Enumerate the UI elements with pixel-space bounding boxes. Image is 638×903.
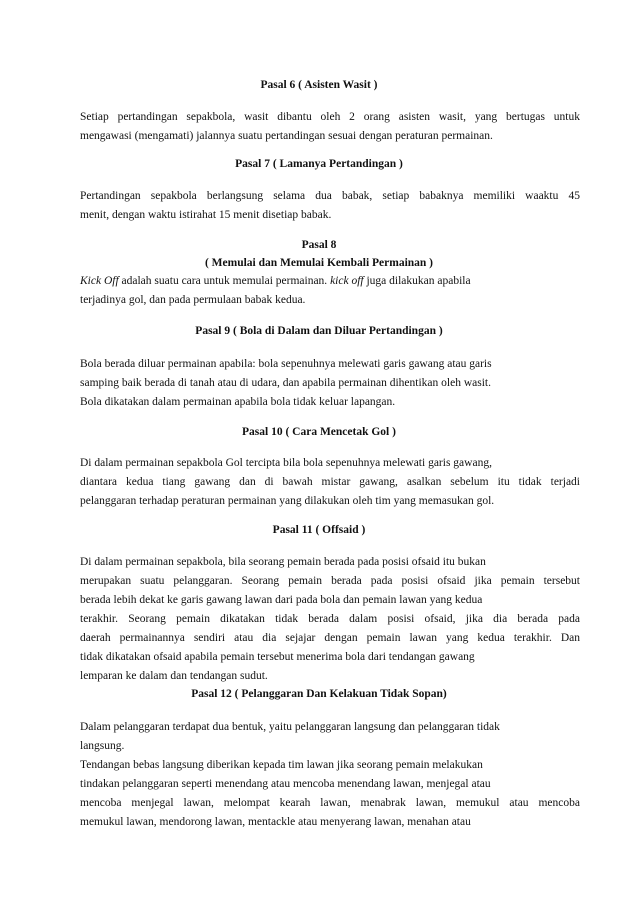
section-title-pasal-8: Pasal 8 (301, 239, 337, 251)
text-fragment: juga dilakukan apabila (363, 275, 471, 287)
section-title-pasal-11: Pasal 11 ( Offsaid ) (272, 524, 366, 536)
text-fragment: adalah suatu cara untuk memulai permainan. (118, 275, 331, 287)
text-line: langsung. (80, 740, 125, 752)
text-line: Dalam pelanggaran terdapat dua bentuk, yaitu pelanggaran langsung dan pelanggaran tidak (80, 721, 500, 733)
section-title-pasal-12: Pasal 12 ( Pelanggaran Dan Kelakuan Tidak Sopan) (191, 688, 447, 700)
section-title-pasal-6: Pasal 6 ( Asisten Wasit ) (260, 79, 378, 91)
text-line: terjadinya gol, dan pada permulaan babak kedua. (80, 294, 306, 306)
text-line: daerah permainannya sendiri atau dia sejajar dengan pemain lawan yang kedua terakhir. Dan (80, 632, 580, 644)
section-body-pasal-8 (80, 272, 580, 310)
text-line: berada lebih dekat ke garis gawang lawan dari pada bola dan pemain lawan yang kedua (80, 594, 483, 606)
text-line: mengawasi (mengamati) jalannya suatu pertandingan sesuai dengan peraturan permainan. (80, 130, 493, 142)
text-line: Pertandingan sepakbola berlangsung selama dua babak, setiap babaknya memiliki waaktu 45 (80, 190, 580, 202)
section-body-pasal-10 (80, 454, 580, 511)
text-line: diantara kedua tiang gawang dan di bawah mistar gawang, asalkan sebelum itu tidak terjadi (80, 476, 580, 488)
section-body-pasal-12 (80, 718, 580, 832)
section-body-pasal-11 (80, 553, 580, 686)
text-line: samping baik berada di tanah atau di udara, dan apabila permainan dihentikan oleh wasit. (80, 377, 491, 389)
text-line (80, 272, 580, 291)
section-title-pasal-10: Pasal 10 ( Cara Mencetak Gol ) (242, 426, 396, 438)
text-line: memukul lawan, mendorong lawan, mentackle atau menyerang lawan, menahan atau (80, 816, 471, 828)
text-line: Di dalam permainan sepakbola Gol tercipta bila bola sepenuhnya melewati garis gawang, (80, 457, 492, 469)
section-title-pasal-9: Pasal 9 ( Bola di Dalam dan Diluar Pertandingan ) (195, 325, 443, 337)
text-line: terakhir. Seorang pemain dikatakan tidak berada dalam posisi ofsaid, jika dia berada pada (80, 613, 580, 625)
text-line: merupakan suatu pelanggaran. Seorang pemain berada pada posisi ofsaid jika pemain tersebut (80, 575, 580, 587)
text-line: Tendangan bebas langsung diberikan kepada tim lawan jika seorang pemain melakukan (80, 759, 483, 771)
section-body-pasal-6 (80, 108, 580, 146)
section-body-pasal-9 (80, 355, 580, 412)
text-line: Bola dikatakan dalam permainan apabila bola tidak keluar lapangan. (80, 396, 396, 408)
kick-off-term: kick off (330, 275, 364, 287)
text-line: pelanggaran terhadap peraturan permainan yang dilakukan oleh tim yang memasukan gol. (80, 495, 495, 507)
text-line: Setiap pertandingan sepakbola, wasit dibantu oleh 2 orang asisten wasit, yang bertugas untuk (80, 111, 580, 123)
section-title-pasal-7: Pasal 7 ( Lamanya Pertandingan ) (235, 158, 403, 170)
text-line: tindakan pelanggaran seperti menendang atau mencoba menendang lawan, menjegal atau (80, 778, 491, 790)
text-line: Bola berada diluar permainan apabila: bola sepenuhnya melewati garis gawang atau garis (80, 358, 492, 370)
text-line: lemparan ke dalam dan tendangan sudut. (80, 670, 268, 682)
section-body-pasal-7 (80, 187, 580, 225)
kick-off-term: Kick Off (80, 275, 119, 287)
text-line: mencoba menjegal lawan, melompat kearah lawan, menabrak lawan, memukul atau mencoba (80, 797, 580, 809)
section-subtitle-pasal-8: ( Memulai dan Memulai Kembali Permainan ) (204, 257, 434, 269)
text-line: menit, dengan waktu istirahat 15 menit disetiap babak. (80, 209, 332, 221)
text-line: Di dalam permainan sepakbola, bila seorang pemain berada pada posisi ofsaid itu bukan (80, 556, 486, 568)
text-line: tidak dikatakan ofsaid apabila pemain tersebut menerima bola dari tendangan gawang (80, 651, 475, 663)
